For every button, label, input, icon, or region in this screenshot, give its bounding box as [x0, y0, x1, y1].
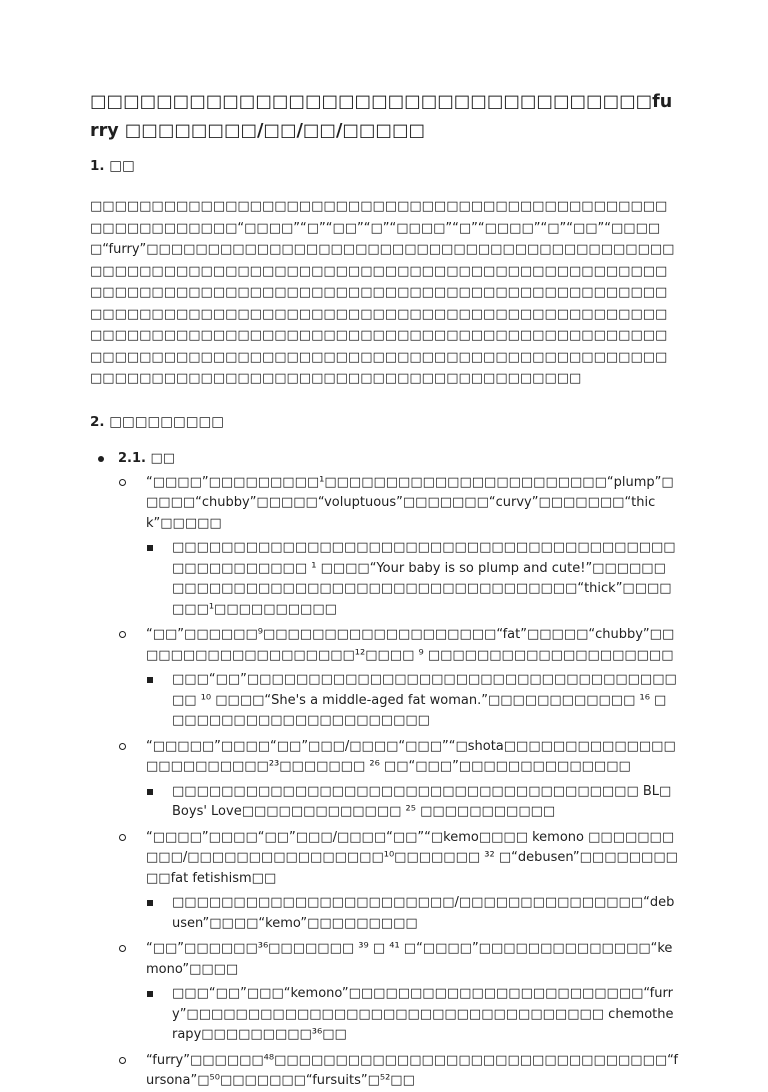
example-list — [146, 984, 678, 1046]
subsection-item — [90, 449, 678, 1092]
term-item — [118, 473, 678, 621]
term-item — [118, 625, 678, 732]
example-item: □□□“□□”□□□“kemono”□□□□□□□□□□□□□□□□□□□□□□□□“furry”□□□□□□□□□□□□□□□□□□□□□□□□□□□□□□□□□□ chemotherapy□□□□□□□□□³⁶□□ — [146, 984, 678, 1046]
example-list — [146, 670, 678, 732]
section-heading-2: 2. □□□□□□□□□ — [90, 413, 225, 430]
term-text: “□□”□□□□□□³⁶□□□□□□□ ³⁹ □ ⁴¹ □“□□□□”□□□□□□□□□□□□□□“kemono”□□□□ — [146, 941, 673, 977]
intro-paragraph: □□□□□□□□□□□□□□□□□□□□□□□□□□□□□□□□□□□□□□□□□□□□□□□□□□□□□□□□□□□“□□□□”“□”“□□”“□”“□□□□”“□”“□□□□”“□”“□□”“□□□□□“furry”□□□□□□□□□□□□□□□□□□□□□□□□□□□□□□□□□□□□□□□□□□□□□□□□□□□□□□□□□□□□□□□□□□□□□□□□□□□□□□□□□□□□□□□□□□□□□□□□□□□□□□□□□□□□□□□□□□□□□□□□□□□□□□□□□□□□□□□□□□□□□□□□□□□□□□□□□□□□□□□□□□□□□□□□□□□□□□□□□□□□□□□□□□□□□□□□□□□□□□□□□□□□□□□□□□□□□□□□□□□□□□□□□□□□□□□□□□□□□□□□□□□□□□□□□□□□□□□□□□□□□□□□□□□□□□□□□□□□□□□□□□□□□□□□□□□□□□□□□□□□□□□□□□□□□□□□□□□□□□ — [90, 199, 675, 386]
term-text: “□□□□”□□□□□□□□□¹□□□□□□□□□□□□□□□□□□□□□□□“plump”□□□□□“chubby”□□□□□“voluptuous”□□□□□□□“curvy”□□□□□□□“thick”□□□□□ — [146, 474, 674, 531]
example-item: □□□□□□□□□□□□□□□□□□□□□□□□□□□□□□□□□□□□□□□□□□□□□□□□□□□□ ¹ □□□□“Your baby is so plump and cute!”□□□□□□□□□□□□□□□□□□□□□□□□□□□□□□□□□□□□□□□“thick”□□□□□□□¹□□□□□□□□□□ — [146, 538, 678, 620]
section-heading-1: 1. □□ — [90, 158, 135, 174]
term-item — [118, 737, 678, 823]
term-text: “□□”□□□□□□⁹□□□□□□□□□□□□□□□□□□□“fat”□□□□□“chubby”□□□□□□□□□□□□□□□□□□□¹²□□□□ ⁹ □□□□□□□□□□□□□□□□□□□□ — [146, 627, 675, 663]
example-list — [146, 893, 678, 934]
term-text: “□□□□”□□□□“□□”□□□/□□□□“□□”“□kemo□□□□ kemono □□□□□□□□□□/□□□□□□□□□□□□□□□□¹⁰□□□□□□□ ³² □“debusen”□□□□□□□□□□fat fetishism□□ — [146, 829, 678, 886]
example-item: □□□“□□”□□□□□□□□□□□□□□□□□□□□□□□□□□□□□□□□□□□□□ ¹⁰ □□□□“She's a middle-aged fat woman.”□□□□□□□□□□□□ ¹⁶ □□□□□□□□□□□□□□□□□□□□□□ — [146, 670, 678, 732]
example-list — [146, 782, 678, 823]
term-text: “furry”□□□□□□⁴⁸□□□□□□□□□□□□□□□□□□□□□□□□□□□□□□□□“fursona”□⁵⁰□□□□□□□“fursuits”□⁵²□□ — [146, 1052, 678, 1088]
term-item — [118, 939, 678, 1046]
outline-list — [90, 449, 678, 1092]
example-item: □□□□□□□□□□□□□□□□□□□□□□□/□□□□□□□□□□□□□□□“debusen”□□□□“kemo”□□□□□□□□□ — [146, 893, 678, 934]
example-list — [146, 538, 678, 620]
document-title: □□□□□□□□□□□□□□□□□□□□□□□□□□□□□□□□□□furry □□□□□□□□/□□/□□/□□□□□ — [90, 92, 673, 141]
subsection-title: 2.1. □□ — [118, 450, 176, 466]
example-item: □□□□□□□□□□□□□□□□□□□□□□□□□□□□□□□□□□□□□□ BL□Boys' Love□□□□□□□□□□□□□ ²⁵ □□□□□□□□□□□ — [146, 782, 678, 823]
term-text: “□□□□□”□□□□“□□”□□□/□□□□“□□□”“□shota□□□□□□□□□□□□□□□□□□□□□□□□²³□□□□□□□ ²⁶ □□“□□□”□□□□□□□□□□□□□□ — [146, 738, 676, 774]
term-item — [118, 1051, 678, 1092]
term-list — [118, 473, 678, 1092]
term-item — [118, 828, 678, 935]
